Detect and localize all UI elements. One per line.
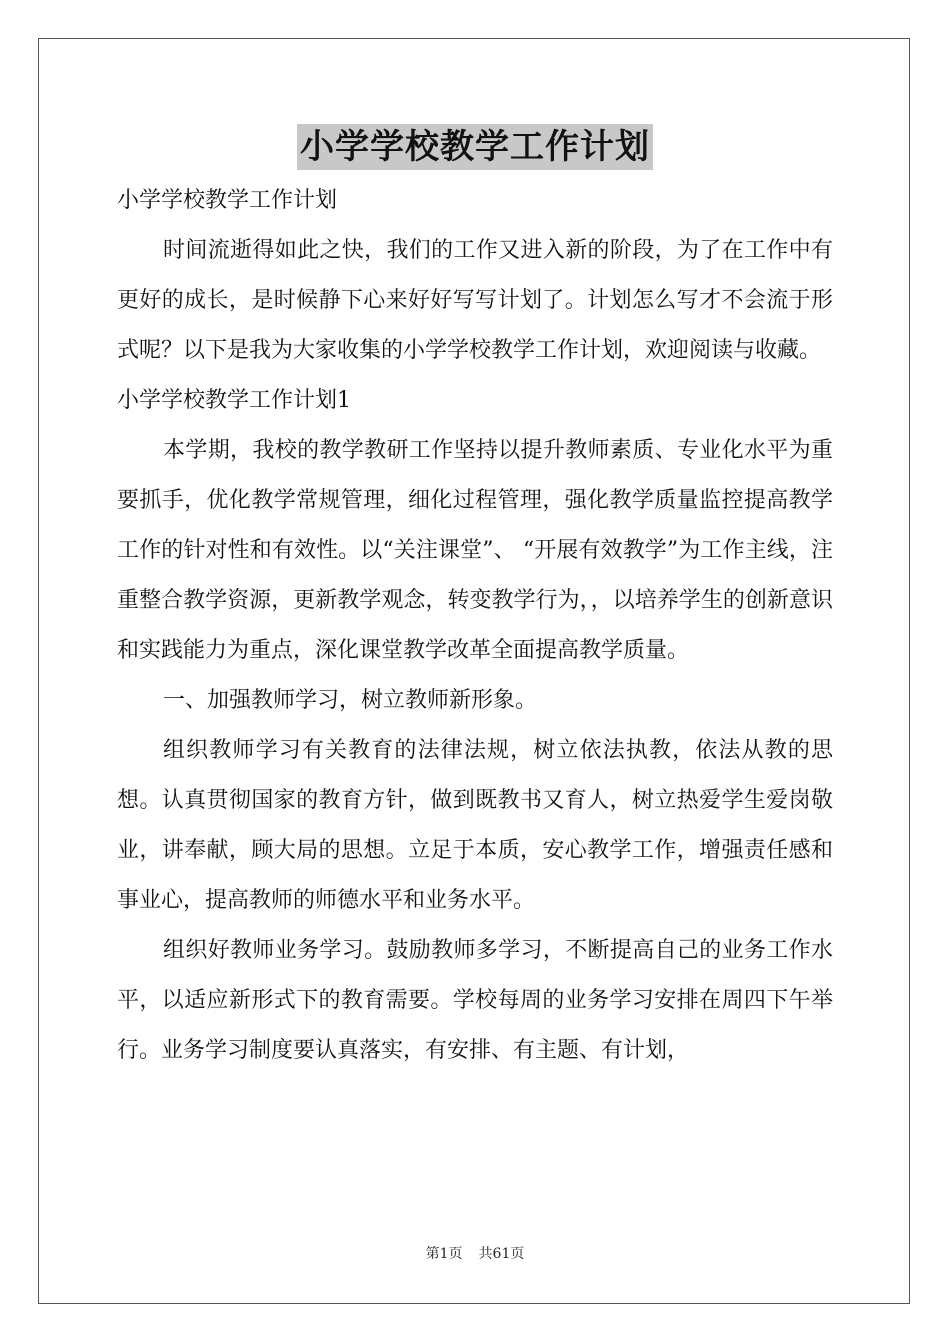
- body-paragraph: 组织教师学习有关教育的法律法规，树立依法执教，依法从教的思想。认真贯彻国家的教育方针，做到既教书又育人，树立热爱学生爱岗敬业，讲奉献，顾大局的思想。立足于本质，安心教学工作，增强责任感和事业心，提高教师的师德水平和业务水平。: [117, 738, 833, 913]
- body-paragraph: 组织好教师业务学习。鼓励教师多学习，不断提高自己的业务工作水平，以适应新形式下的教育需要。学校每周的业务学习安排在周四下午举行。业务学习制度要认真落实，有安排、有主题、有计划，: [117, 938, 833, 1063]
- section-subheading: 一、加强教师学习，树立教师新形象。: [163, 688, 538, 713]
- page-total: 共61页: [478, 1246, 525, 1262]
- page-footer: [0, 1244, 950, 1264]
- section-heading: 小学学校教学工作计划1: [117, 388, 351, 413]
- intro-paragraph: 时间流逝得如此之快，我们的工作又进入新的阶段，为了在工作中有更好的成长，是时候静下心来好好写写计划了。计划怎么写才不会流于形式呢？以下是我为大家收集的小学学校教学工作计划，欢迎阅读与收藏。: [117, 238, 833, 363]
- body-paragraph: 本学期，我校的教学教研工作坚持以提升教师素质、专业化水平为重要抓手，优化教学常规管理，细化过程管理，强化教学质量监控提高教学工作的针对性和有效性。以“关注课堂”、 “开展有效教学”为工作主线，注重整合教学资源，更新教学观念，转变教学行为，，以培养学生的创新意识和实践能力为重点，深化课堂教学改革全面提高教学质量。: [117, 438, 833, 663]
- page-number: 第1页: [425, 1246, 463, 1262]
- document-title: 小学学校教学工作计划: [297, 124, 653, 170]
- subtitle-paragraph: 小学学校教学工作计划: [117, 188, 338, 213]
- title-container: [0, 124, 950, 170]
- document-body: [117, 176, 833, 1076]
